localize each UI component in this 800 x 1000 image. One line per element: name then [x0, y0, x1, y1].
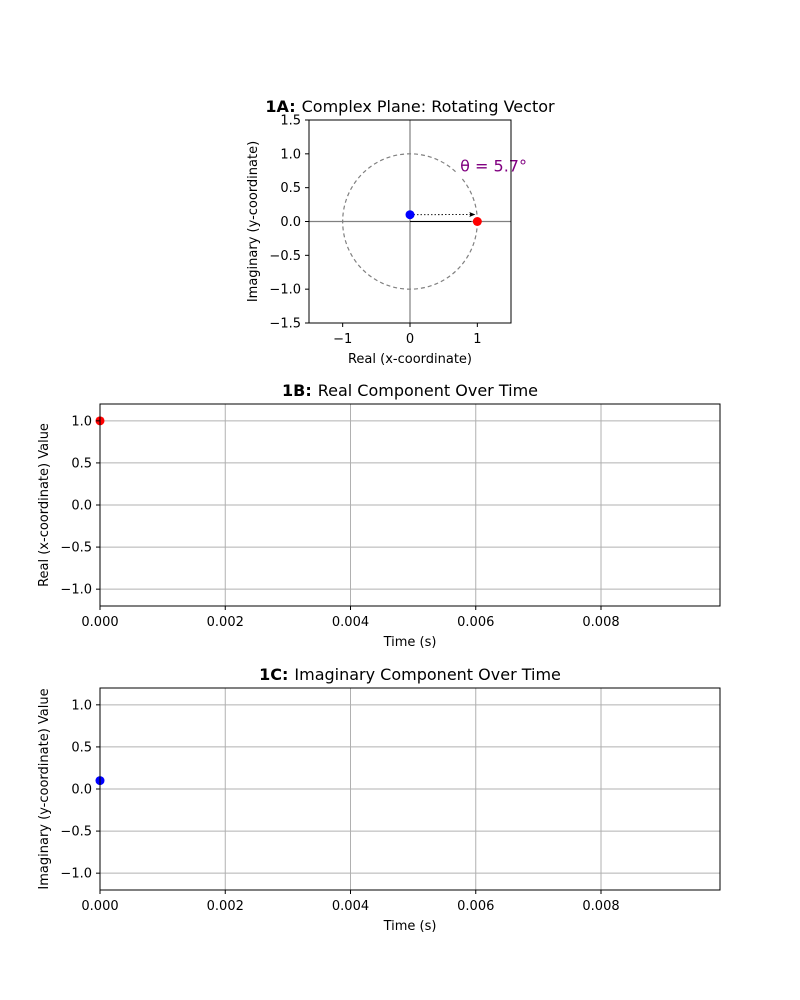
x-tick-label: 0.002: [206, 615, 244, 630]
y-tick-label: 0.0: [71, 498, 92, 514]
real-projection-point: [473, 217, 482, 226]
y-tick-label: 0.5: [280, 181, 301, 197]
chart-title-text: Real Component Over Time: [317, 381, 539, 400]
x-tick-label: 0.002: [206, 899, 244, 914]
y-tick-label: −1.0: [269, 282, 301, 298]
chart-title-text: Complex Plane: Rotating Vector: [301, 97, 555, 116]
x-tick-label: 0.004: [331, 615, 370, 630]
x-tick-label: −1: [333, 332, 353, 347]
chart-title-text: Imaginary Component Over Time: [294, 665, 561, 684]
y-tick-label: −0.5: [269, 248, 301, 264]
y-tick-label: −1.0: [60, 866, 92, 882]
x-tick-label: 0.006: [457, 899, 495, 914]
y-tick-label: 1.0: [71, 698, 92, 714]
chart-title: [282, 381, 538, 400]
y-tick-label: 0.5: [71, 456, 92, 472]
x-axis-label: Time (s): [383, 919, 437, 934]
chart-title-prefix: 1A:: [265, 97, 296, 116]
y-axis-label: Imaginary (y-coordinate): [246, 140, 261, 303]
chart-1b: [37, 381, 720, 650]
imaginary-projection-point: [406, 210, 415, 219]
y-tick-label: 1.5: [280, 113, 301, 129]
x-axis-label: Time (s): [383, 635, 437, 650]
y-tick-label: −0.5: [60, 540, 92, 556]
y-axis-label: Real (x-coordinate) Value: [37, 423, 52, 587]
y-tick-label: 1.0: [280, 147, 301, 163]
y-tick-label: 0.5: [71, 740, 92, 756]
x-tick-label: 1: [473, 332, 482, 347]
angle-label: θ = 5.7°: [460, 156, 527, 176]
x-tick-label: 0: [405, 332, 415, 347]
chart-1c: [37, 665, 720, 934]
y-tick-label: 1.0: [71, 414, 92, 430]
chart-title-prefix: 1C:: [259, 665, 289, 684]
x-axis-label: Real (x-coordinate): [347, 352, 473, 367]
y-tick-label: −1.5: [269, 316, 301, 332]
x-tick-label: 0.004: [331, 899, 370, 914]
y-axis-label: Imaginary (y-coordinate) Value: [37, 688, 52, 890]
chart-title: [265, 97, 555, 116]
x-tick-label: 0.008: [582, 615, 620, 630]
x-tick-label: 0.000: [81, 899, 119, 914]
chart-title: [259, 665, 561, 684]
y-tick-label: −1.0: [60, 582, 92, 598]
x-tick-label: 0.008: [582, 899, 620, 914]
y-tick-label: 0.0: [71, 782, 92, 798]
chart-1a: [246, 97, 555, 367]
y-tick-label: 0.0: [280, 215, 301, 230]
x-tick-label: 0.000: [81, 615, 119, 630]
x-tick-label: 0.006: [457, 615, 495, 630]
chart-title-prefix: 1B:: [281, 381, 312, 400]
y-tick-label: −0.5: [60, 824, 92, 840]
